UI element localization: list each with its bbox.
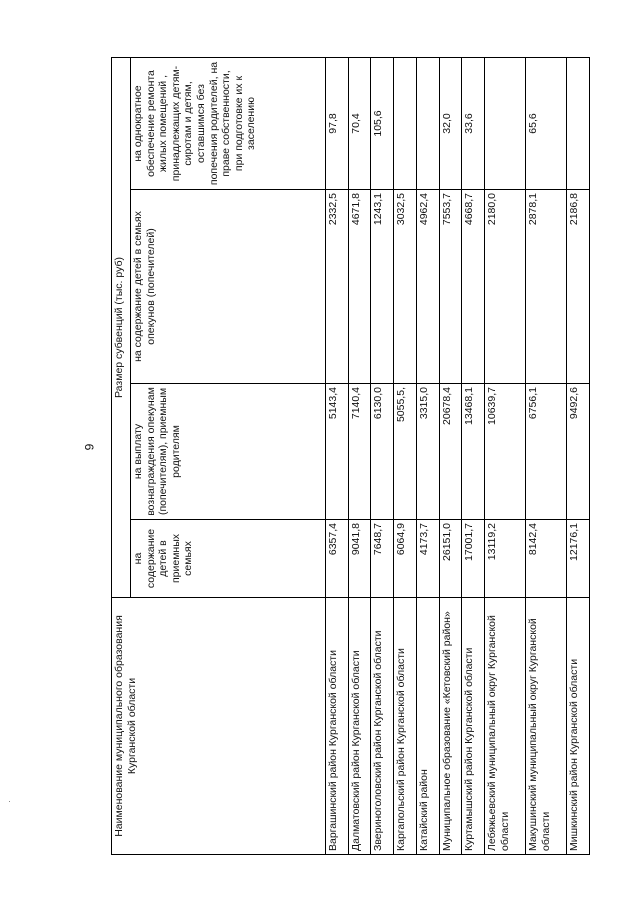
- header-guardian-remuneration: на выплату вознаграждения опекунам (попечителям), приемным родителям: [131, 384, 326, 520]
- cell-guardian-families: 1243,1: [371, 190, 394, 384]
- header-municipality: Наименование муниципального образования Курганской области: [112, 598, 326, 855]
- cell-guardian-families: 2878,1: [526, 190, 567, 384]
- rotated-table-container: [111, 58, 590, 855]
- subsidy-table: [111, 57, 590, 855]
- table-row: [462, 58, 485, 855]
- cell-guardian-families: 4962,4: [416, 190, 439, 384]
- table-row: [485, 58, 526, 855]
- cell-guardian-remuneration: 20678,4: [439, 384, 462, 520]
- table-row: [526, 58, 567, 855]
- cell-guardian-families: 4671,8: [348, 190, 371, 384]
- table-row: [567, 58, 590, 855]
- header-housing-repair: на однократное обеспечение ремонта жилых помещений , принадлежащих детям-сиротам и детям, оставшимся без попечения родителей, на праве собственности, при подготовке их к заселению: [131, 58, 326, 190]
- cell-guardian-remuneration: 5143,4: [326, 384, 349, 520]
- cell-municipality: Звериноголовский район Курганской области: [371, 598, 394, 855]
- cell-guardian-remuneration: 10639,7: [485, 384, 526, 520]
- cell-municipality: Каргапольский район Курганской области: [394, 598, 417, 855]
- header-guardian-families: на содержание детей в семьях опекунов (попечителей): [131, 190, 326, 384]
- header-subsidy-size: Размер субвенций (тыс. руб): [112, 58, 131, 598]
- table-row: [326, 58, 349, 855]
- cell-guardian-families: 3032,5: [394, 190, 417, 384]
- cell-guardian-families: 2180,0: [485, 190, 526, 384]
- header-foster-families: на содержание детей в приемных семьях: [131, 520, 326, 598]
- cell-housing-repair: [394, 58, 417, 190]
- table-row: [439, 58, 462, 855]
- cell-guardian-remuneration: 13468,1: [462, 384, 485, 520]
- cell-foster-families: 26151,0: [439, 520, 462, 598]
- scan-mark: ·: [8, 796, 11, 806]
- cell-municipality: Катайский район: [416, 598, 439, 855]
- table-row: [394, 58, 417, 855]
- cell-guardian-remuneration: 9492,6: [567, 384, 590, 520]
- table-row: [371, 58, 394, 855]
- table-row: [416, 58, 439, 855]
- cell-foster-families: 12176,1: [567, 520, 590, 598]
- cell-foster-families: 17001,7: [462, 520, 485, 598]
- cell-foster-families: 13119,2: [485, 520, 526, 598]
- cell-guardian-families: 7553,7: [439, 190, 462, 384]
- cell-municipality: Лебяжьевский муниципальный округ Курганской области: [485, 598, 526, 855]
- cell-guardian-families: 2332,5: [326, 190, 349, 384]
- cell-housing-repair: 32,0: [439, 58, 462, 190]
- cell-guardian-remuneration: 3315,0: [416, 384, 439, 520]
- cell-guardian-remuneration: 7140,4: [348, 384, 371, 520]
- cell-foster-families: 7648,7: [371, 520, 394, 598]
- cell-municipality: Муниципальное образование «Кетовский район»: [439, 598, 462, 855]
- cell-housing-repair: [416, 58, 439, 190]
- cell-housing-repair: [485, 58, 526, 190]
- cell-foster-families: 6357,4: [326, 520, 349, 598]
- table-body: [326, 58, 590, 855]
- cell-housing-repair: 33,6: [462, 58, 485, 190]
- cell-guardian-remuneration: 6756,1: [526, 384, 567, 520]
- cell-guardian-remuneration: 6130,0: [371, 384, 394, 520]
- cell-foster-families: 4173,7: [416, 520, 439, 598]
- cell-foster-families: 9041,8: [348, 520, 371, 598]
- cell-housing-repair: 97,8: [326, 58, 349, 190]
- cell-municipality: Макушинский муниципальный округ Курганской области: [526, 598, 567, 855]
- cell-guardian-families: 2186,8: [567, 190, 590, 384]
- cell-municipality: Варгашинский район Курганской области: [326, 598, 349, 855]
- cell-housing-repair: 65,6: [526, 58, 567, 190]
- cell-municipality: Мишкинский район Курганской области: [567, 598, 590, 855]
- page-number: 9: [82, 443, 97, 451]
- cell-housing-repair: 70,4: [348, 58, 371, 190]
- cell-foster-families: 8142,4: [526, 520, 567, 598]
- cell-guardian-families: 4668,7: [462, 190, 485, 384]
- table-row: [348, 58, 371, 855]
- cell-housing-repair: [567, 58, 590, 190]
- cell-guardian-remuneration: 5055,5,: [394, 384, 417, 520]
- cell-municipality: Далматовский район Курганской области: [348, 598, 371, 855]
- cell-housing-repair: 105,6: [371, 58, 394, 190]
- cell-municipality: Куртамышский район Курганской области: [462, 598, 485, 855]
- cell-foster-families: 6064,9: [394, 520, 417, 598]
